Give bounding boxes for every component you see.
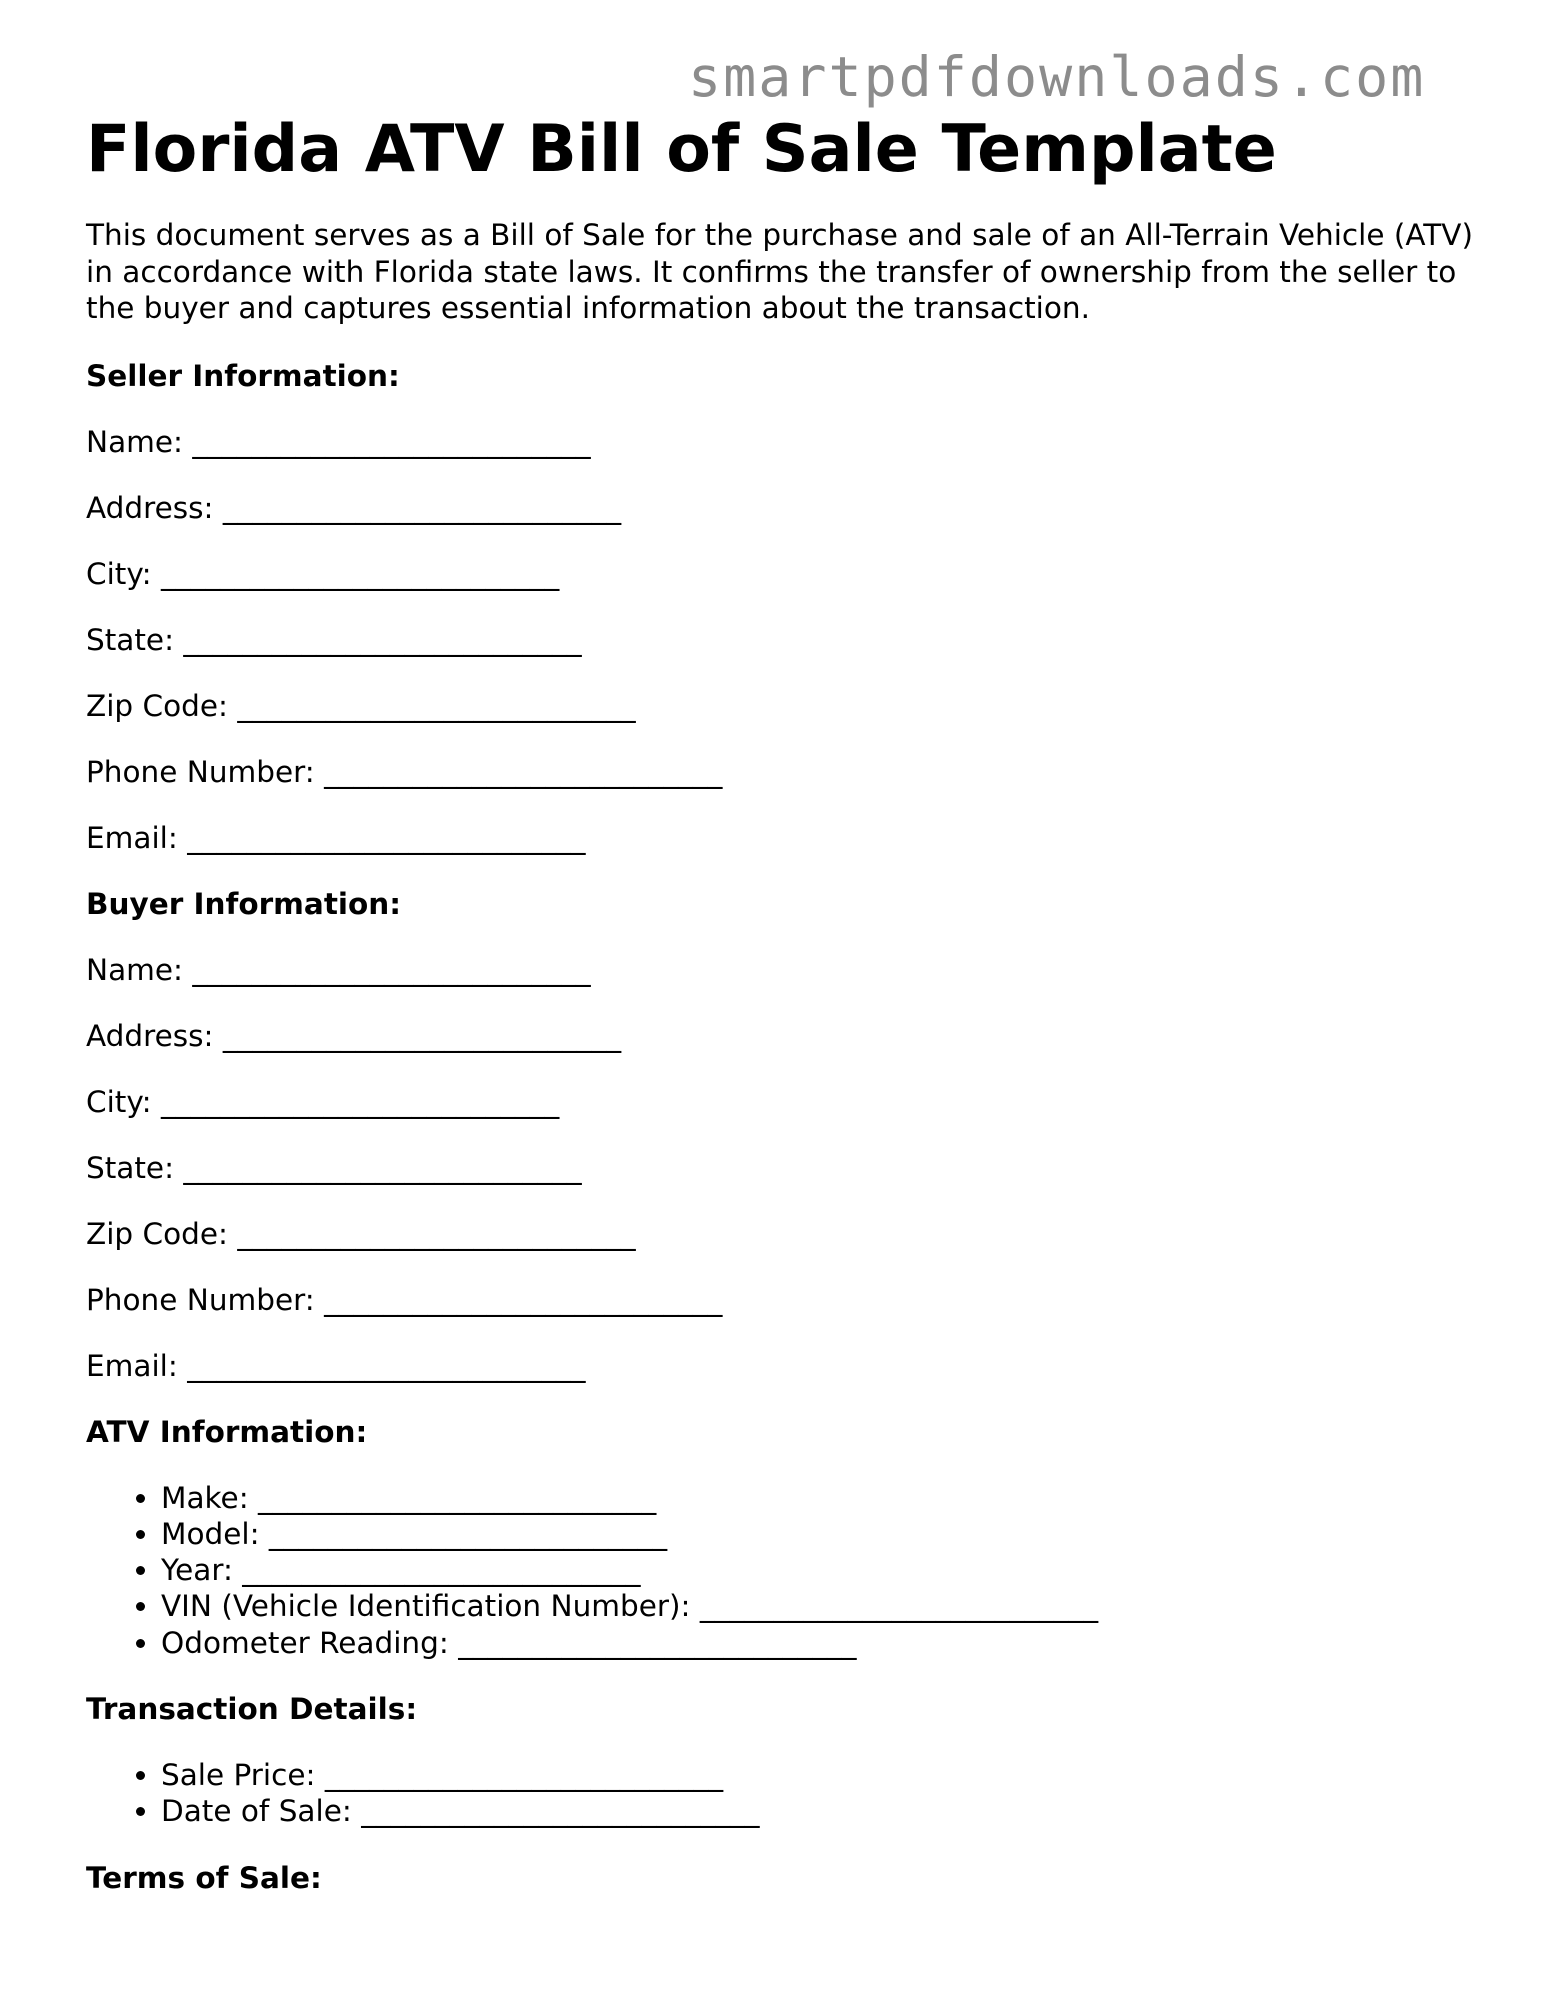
field-label: Name: <box>86 424 183 459</box>
atv-section-heading: ATV Information: <box>86 1414 368 1449</box>
field-label: Odometer Reading: <box>161 1625 449 1660</box>
blank-line: ___________________________ <box>237 1216 636 1251</box>
atv-make-field[interactable] <box>161 1480 1486 1516</box>
blank-line: ___________________________ <box>458 1625 857 1660</box>
seller-city-field[interactable] <box>86 556 1486 592</box>
blank-line: ___________________________ <box>192 952 591 987</box>
atv-year-field[interactable] <box>161 1552 1486 1588</box>
field-label: Address: <box>86 1018 214 1053</box>
seller-state-field[interactable] <box>86 622 1486 658</box>
buyer-phone-field[interactable] <box>86 1282 1486 1318</box>
seller-zip-field[interactable] <box>86 688 1486 724</box>
blank-line: ___________________________ <box>361 1794 760 1829</box>
atv-vin-field[interactable] <box>161 1588 1486 1624</box>
blank-line: ___________________________ <box>222 1018 622 1053</box>
sale-price-field[interactable] <box>161 1757 1486 1793</box>
seller-name-field[interactable] <box>86 424 1486 460</box>
blank-line: ___________________________ <box>699 1589 1099 1624</box>
buyer-email-field[interactable] <box>86 1348 1486 1384</box>
field-label: Zip Code: <box>86 688 228 723</box>
sale-date-field[interactable] <box>161 1793 1486 1829</box>
field-label: Zip Code: <box>86 1216 228 1251</box>
atv-odometer-field[interactable] <box>161 1625 1486 1661</box>
field-label: Model: <box>161 1516 260 1551</box>
blank-line: ___________________________ <box>324 1757 724 1792</box>
field-label: Sale Price: <box>161 1757 316 1792</box>
field-label: Year: <box>161 1553 233 1588</box>
field-label: Make: <box>161 1480 249 1515</box>
transaction-details-list <box>86 1757 1486 1830</box>
seller-address-field[interactable] <box>86 490 1486 526</box>
field-label: Address: <box>86 490 214 525</box>
blank-line: ___________________________ <box>187 820 586 855</box>
buyer-city-field[interactable] <box>86 1084 1486 1120</box>
field-label: State: <box>86 622 175 657</box>
blank-line: ___________________________ <box>161 1084 560 1119</box>
field-label: Email: <box>86 820 178 855</box>
blank-line: ___________________________ <box>161 556 560 591</box>
intro-paragraph: This document serves as a Bill of Sale for the purchase and sale of an All-Terrain Vehicle (ATV) in accordance with Florida state laws. It confirms the transfer of ownership from the seller to the buyer and captures essential information about the transaction. <box>86 218 1473 325</box>
blank-line: ___________________________ <box>242 1553 641 1588</box>
seller-section-heading: Seller Information: <box>86 358 400 393</box>
field-label: VIN (Vehicle Identification Number): <box>161 1589 691 1624</box>
atv-model-field[interactable] <box>161 1516 1486 1552</box>
blank-line: ___________________________ <box>324 1282 723 1317</box>
blank-line: ___________________________ <box>268 1516 668 1551</box>
watermark: smartpdfdownloads.com <box>688 45 1426 109</box>
terms-section-heading: Terms of Sale: <box>86 1860 322 1895</box>
document-title: Florida ATV Bill of Sale Template <box>86 112 1277 187</box>
document-page <box>86 110 1486 1896</box>
blank-line: ___________________________ <box>183 1150 582 1185</box>
buyer-address-field[interactable] <box>86 1018 1486 1054</box>
buyer-section-heading: Buyer Information: <box>86 886 402 921</box>
field-label: Name: <box>86 952 183 987</box>
buyer-state-field[interactable] <box>86 1150 1486 1186</box>
blank-line: ___________________________ <box>222 490 622 525</box>
blank-line: ___________________________ <box>324 754 723 789</box>
field-label: City: <box>86 1084 152 1119</box>
field-label: Email: <box>86 1348 178 1383</box>
seller-phone-field[interactable] <box>86 754 1486 790</box>
field-label: State: <box>86 1150 175 1185</box>
field-label: City: <box>86 556 152 591</box>
seller-email-field[interactable] <box>86 820 1486 856</box>
blank-line: ___________________________ <box>237 688 636 723</box>
field-label: Phone Number: <box>86 1282 315 1317</box>
buyer-zip-field[interactable] <box>86 1216 1486 1252</box>
blank-line: ___________________________ <box>258 1480 657 1515</box>
atv-info-list <box>86 1480 1486 1661</box>
blank-line: ___________________________ <box>192 424 591 459</box>
blank-line: ___________________________ <box>187 1348 586 1383</box>
transaction-section-heading: Transaction Details: <box>86 1691 418 1726</box>
buyer-name-field[interactable] <box>86 952 1486 988</box>
field-label: Date of Sale: <box>161 1794 352 1829</box>
blank-line: ___________________________ <box>183 622 582 657</box>
field-label: Phone Number: <box>86 754 315 789</box>
